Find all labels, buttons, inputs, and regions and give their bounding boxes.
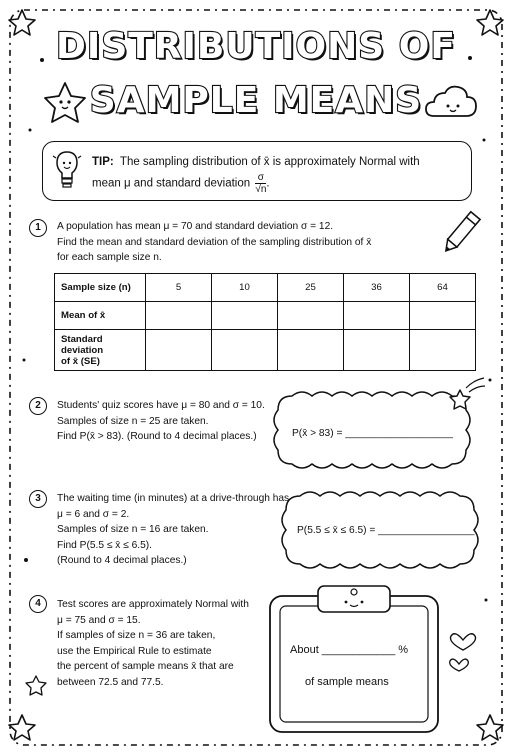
tip-end: .: [266, 177, 270, 190]
lightbulb-icon: [52, 148, 82, 192]
q3-line-5: (Round to 4 decimal places.): [57, 555, 187, 566]
tip-text: [92, 152, 462, 195]
answer-cell[interactable]: [146, 330, 212, 371]
answer-cell[interactable]: [410, 330, 476, 371]
sample-size-cell: 5: [146, 274, 212, 302]
q1-table: [54, 273, 476, 371]
question-number-4: 4: [29, 595, 47, 613]
question-number-1: 1: [29, 219, 47, 237]
q3-answer-line[interactable]: P(5.5 ≤ x̄ ≤ 6.5) = _________________: [297, 525, 475, 536]
cloud-icon: [424, 84, 482, 122]
page-title-line-1: DISTRIBUTIONS OF: [56, 26, 456, 67]
q4-line-3: If samples of size n = 36 are taken,: [57, 630, 216, 641]
q1-line-3: for each sample size n.: [57, 252, 162, 263]
q4-line-6: between 72.5 and 77.5.: [57, 676, 164, 688]
answer-cell[interactable]: [146, 302, 212, 330]
question-2-text: [57, 398, 265, 445]
q2-answer-line[interactable]: P(x̄ > 83) = ___________________: [292, 428, 453, 439]
q4-line-5: the percent of sample means x̄ that are: [57, 661, 234, 672]
q4-line-4: use the Empirical Rule to estimate: [57, 645, 212, 657]
q4-answer-line[interactable]: About ____________ %: [290, 644, 409, 656]
question-3-text: [57, 491, 289, 569]
tip-line-2: mean μ and standard deviation: [92, 177, 251, 190]
sample-size-cell: 64: [410, 274, 476, 302]
q4-line-1: Test scores are approximately Normal with: [57, 599, 249, 610]
answer-cell[interactable]: [278, 302, 344, 330]
pencil-icon: [438, 208, 482, 260]
q2-line-2: Samples of size n = 25 are taken.: [57, 415, 209, 427]
q2-line-3: Find P(x̄ > 83). (Round to 4 decimal places.): [57, 431, 257, 442]
q1-line-2: Find the mean and standard deviation of the sampling distribution of x̄: [57, 236, 372, 248]
question-number-2: 2: [29, 397, 47, 415]
sigma-over-root-n: [255, 172, 266, 195]
q4-line-2: μ = 75 and σ = 15.: [57, 614, 141, 626]
corner-star-icon: [9, 715, 35, 740]
q2-line-1: Students' quiz scores have μ = 80 and σ = 10.: [57, 400, 265, 411]
answer-cell[interactable]: [212, 302, 278, 330]
answer-cell[interactable]: [278, 330, 344, 371]
sd-row-label-b: of x̄ (SE): [61, 355, 100, 367]
fraction-numerator: σ: [255, 172, 266, 184]
q3-line-2: μ = 6 and σ = 2.: [57, 508, 130, 520]
sample-size-cell: 10: [212, 274, 278, 302]
question-number-3: 3: [29, 490, 47, 508]
page-title-line-2: SAMPLE MEANS: [89, 80, 423, 121]
answer-cell[interactable]: [344, 302, 410, 330]
q4-answer-caption: of sample means: [305, 676, 389, 688]
question-4-text: [57, 597, 249, 690]
star-icon: [42, 80, 88, 124]
sd-row-label: [55, 330, 146, 371]
question-1-text: [57, 219, 371, 266]
corner-star-icon: [477, 715, 503, 740]
q3-line-4: Find P(5.5 ≤ x̄ ≤ 6.5).: [57, 539, 152, 551]
small-star-icon: [24, 674, 48, 698]
mean-row-label: Mean of x̄: [55, 302, 146, 330]
answer-cell[interactable]: [344, 330, 410, 371]
q1-line-1: A population has mean μ = 70 and standard deviation σ = 12.: [57, 221, 334, 232]
sample-size-cell: 36: [344, 274, 410, 302]
tip-line-1: The sampling distribution of x̄ is approximately Normal with: [119, 156, 420, 168]
tip-label: TIP:: [92, 156, 114, 168]
answer-cell[interactable]: [212, 330, 278, 371]
sd-row-label-a: Standard deviation: [61, 333, 104, 356]
answer-cell[interactable]: [410, 302, 476, 330]
table-header-label: Sample size (n): [55, 274, 146, 302]
sample-size-cell: 25: [278, 274, 344, 302]
clipboard-icon: [266, 582, 442, 736]
heart-icon: [448, 624, 478, 672]
shooting-star-icon: [446, 376, 486, 412]
fraction-denominator: √n: [255, 184, 267, 195]
q3-line-3: Samples of size n = 16 are taken.: [57, 524, 209, 535]
q3-line-1: The waiting time (in minutes) at a drive-through has: [57, 493, 290, 504]
